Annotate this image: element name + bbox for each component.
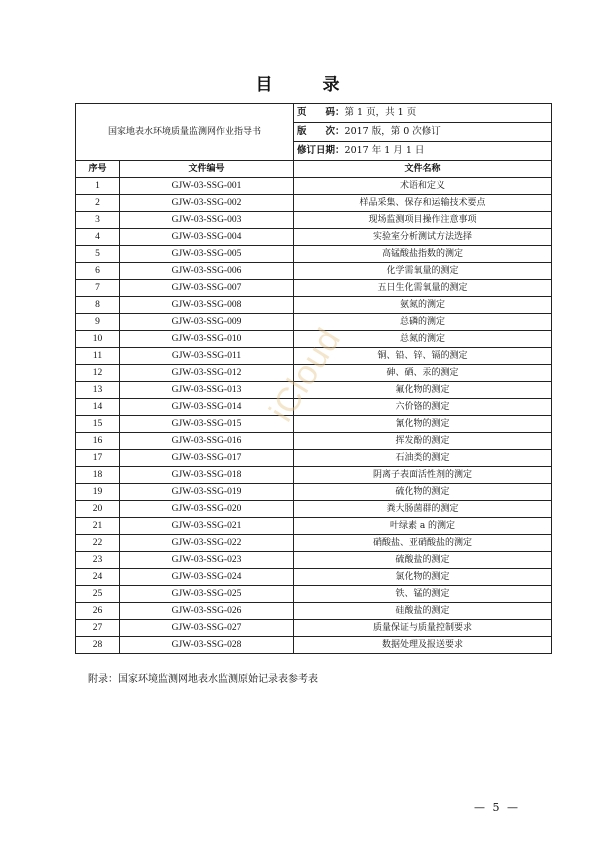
row-name: 五日生化需氧量的测定 bbox=[294, 280, 552, 297]
row-seq: 28 bbox=[76, 637, 120, 654]
row-seq: 20 bbox=[76, 501, 120, 518]
row-code: GJW-03-SSG-016 bbox=[120, 433, 294, 450]
row-name: 质量保证与质量控制要求 bbox=[294, 620, 552, 637]
table-row bbox=[76, 501, 552, 518]
row-seq: 3 bbox=[76, 212, 120, 229]
table-row bbox=[76, 195, 552, 212]
row-code: GJW-03-SSG-002 bbox=[120, 195, 294, 212]
row-seq: 2 bbox=[76, 195, 120, 212]
row-name: 阴离子表面活性剂的测定 bbox=[294, 467, 552, 484]
table-row bbox=[76, 603, 552, 620]
row-name: 氟化物的测定 bbox=[294, 382, 552, 399]
table-row bbox=[76, 433, 552, 450]
row-code: GJW-03-SSG-013 bbox=[120, 382, 294, 399]
row-name: 总磷的测定 bbox=[294, 314, 552, 331]
table-row bbox=[76, 518, 552, 535]
row-name: 样品采集、保存和运输技术要点 bbox=[294, 195, 552, 212]
table-row bbox=[76, 178, 552, 195]
row-code: GJW-03-SSG-011 bbox=[120, 348, 294, 365]
row-name: 高锰酸盐指数的测定 bbox=[294, 246, 552, 263]
table-row bbox=[76, 620, 552, 637]
table-row bbox=[76, 535, 552, 552]
watermark-text: iCloud bbox=[262, 321, 349, 429]
row-code: GJW-03-SSG-006 bbox=[120, 263, 294, 280]
row-code: GJW-03-SSG-004 bbox=[120, 229, 294, 246]
table-row bbox=[76, 637, 552, 654]
row-code: GJW-03-SSG-018 bbox=[120, 467, 294, 484]
row-seq: 25 bbox=[76, 586, 120, 603]
table-row bbox=[76, 450, 552, 467]
row-name: 硅酸盐的测定 bbox=[294, 603, 552, 620]
appendix-note: 附录：国家环境监测网地表水监测原始记录表参考表 bbox=[88, 674, 318, 685]
row-seq: 23 bbox=[76, 552, 120, 569]
row-seq: 6 bbox=[76, 263, 120, 280]
row-name: 数据处理及报送要求 bbox=[294, 637, 552, 654]
row-code: GJW-03-SSG-012 bbox=[120, 365, 294, 382]
page-info-cell bbox=[294, 104, 552, 123]
document-name: 国家地表水环境质量监测网作业指导书 bbox=[108, 127, 262, 137]
row-name: 石油类的测定 bbox=[294, 450, 552, 467]
table-row bbox=[76, 212, 552, 229]
row-code: GJW-03-SSG-009 bbox=[120, 314, 294, 331]
version-value: 2017 版，第 0 次修订 bbox=[344, 126, 441, 137]
row-code: GJW-03-SSG-017 bbox=[120, 450, 294, 467]
row-code: GJW-03-SSG-014 bbox=[120, 399, 294, 416]
table-row bbox=[76, 280, 552, 297]
row-code: GJW-03-SSG-027 bbox=[120, 620, 294, 637]
row-name: 化学需氧量的测定 bbox=[294, 263, 552, 280]
table-row bbox=[76, 586, 552, 603]
row-seq: 19 bbox=[76, 484, 120, 501]
row-name: 叶绿素 a 的测定 bbox=[294, 518, 552, 535]
date-value: 2017 年 1 月 1 日 bbox=[344, 145, 425, 156]
row-name: 硝酸盐、亚硝酸盐的测定 bbox=[294, 535, 552, 552]
row-seq: 5 bbox=[76, 246, 120, 263]
row-code: GJW-03-SSG-019 bbox=[120, 484, 294, 501]
row-seq: 13 bbox=[76, 382, 120, 399]
row-seq: 18 bbox=[76, 467, 120, 484]
row-seq: 22 bbox=[76, 535, 120, 552]
row-code: GJW-03-SSG-010 bbox=[120, 331, 294, 348]
table-row bbox=[76, 263, 552, 280]
row-name: 术语和定义 bbox=[294, 178, 552, 195]
row-name: 铁、锰的测定 bbox=[294, 586, 552, 603]
row-seq: 10 bbox=[76, 331, 120, 348]
row-seq: 7 bbox=[76, 280, 120, 297]
row-code: GJW-03-SSG-001 bbox=[120, 178, 294, 195]
row-code: GJW-03-SSG-020 bbox=[120, 501, 294, 518]
row-seq: 27 bbox=[76, 620, 120, 637]
table-row bbox=[76, 229, 552, 246]
table-row bbox=[76, 399, 552, 416]
table-row bbox=[76, 416, 552, 433]
row-code: GJW-03-SSG-021 bbox=[120, 518, 294, 535]
column-header-code: 文件编号 bbox=[120, 161, 294, 178]
page-title: 目 录 bbox=[255, 75, 362, 95]
row-name: 硫化物的测定 bbox=[294, 484, 552, 501]
version-label: 版 次： bbox=[297, 126, 345, 137]
page-number: — 5 — bbox=[474, 801, 520, 814]
row-seq: 9 bbox=[76, 314, 120, 331]
row-seq: 8 bbox=[76, 297, 120, 314]
row-seq: 11 bbox=[76, 348, 120, 365]
table-row bbox=[76, 246, 552, 263]
row-code: GJW-03-SSG-024 bbox=[120, 569, 294, 586]
row-name: 铜、铅、锌、镉的测定 bbox=[294, 348, 552, 365]
row-name: 现场监测项目操作注意事项 bbox=[294, 212, 552, 229]
row-name: 总氮的测定 bbox=[294, 331, 552, 348]
row-seq: 14 bbox=[76, 399, 120, 416]
table-row bbox=[76, 297, 552, 314]
row-name: 粪大肠菌群的测定 bbox=[294, 501, 552, 518]
page-label: 页 码： bbox=[297, 107, 345, 118]
table-row bbox=[76, 467, 552, 484]
row-code: GJW-03-SSG-022 bbox=[120, 535, 294, 552]
row-code: GJW-03-SSG-003 bbox=[120, 212, 294, 229]
row-code: GJW-03-SSG-026 bbox=[120, 603, 294, 620]
table-row bbox=[76, 484, 552, 501]
row-code: GJW-03-SSG-008 bbox=[120, 297, 294, 314]
row-name: 硫酸盐的测定 bbox=[294, 552, 552, 569]
row-code: GJW-03-SSG-025 bbox=[120, 586, 294, 603]
row-name: 实验室分析测试方法选择 bbox=[294, 229, 552, 246]
row-code: GJW-03-SSG-005 bbox=[120, 246, 294, 263]
row-name: 砷、硒、汞的测定 bbox=[294, 365, 552, 382]
date-label: 修订日期： bbox=[297, 145, 345, 156]
row-name: 氨氮的测定 bbox=[294, 297, 552, 314]
row-name: 氯化物的测定 bbox=[294, 569, 552, 586]
row-code: GJW-03-SSG-023 bbox=[120, 552, 294, 569]
row-seq: 15 bbox=[76, 416, 120, 433]
table-row bbox=[76, 552, 552, 569]
row-code: GJW-03-SSG-028 bbox=[120, 637, 294, 654]
page-value: 第 1 页，共 1 页 bbox=[344, 107, 417, 118]
column-header-seq: 序号 bbox=[76, 161, 120, 178]
row-name: 氰化物的测定 bbox=[294, 416, 552, 433]
row-seq: 1 bbox=[76, 178, 120, 195]
row-code: GJW-03-SSG-007 bbox=[120, 280, 294, 297]
row-seq: 26 bbox=[76, 603, 120, 620]
row-seq: 4 bbox=[76, 229, 120, 246]
row-seq: 12 bbox=[76, 365, 120, 382]
table-row bbox=[76, 569, 552, 586]
column-header-row bbox=[76, 161, 552, 178]
row-seq: 17 bbox=[76, 450, 120, 467]
row-seq: 24 bbox=[76, 569, 120, 586]
date-info-cell bbox=[294, 142, 552, 161]
version-info-cell bbox=[294, 123, 552, 142]
row-seq: 16 bbox=[76, 433, 120, 450]
row-seq: 21 bbox=[76, 518, 120, 535]
row-code: GJW-03-SSG-015 bbox=[120, 416, 294, 433]
document-name-cell bbox=[76, 104, 294, 161]
row-name: 挥发酚的测定 bbox=[294, 433, 552, 450]
row-name: 六价铬的测定 bbox=[294, 399, 552, 416]
column-header-name: 文件名称 bbox=[294, 161, 552, 178]
